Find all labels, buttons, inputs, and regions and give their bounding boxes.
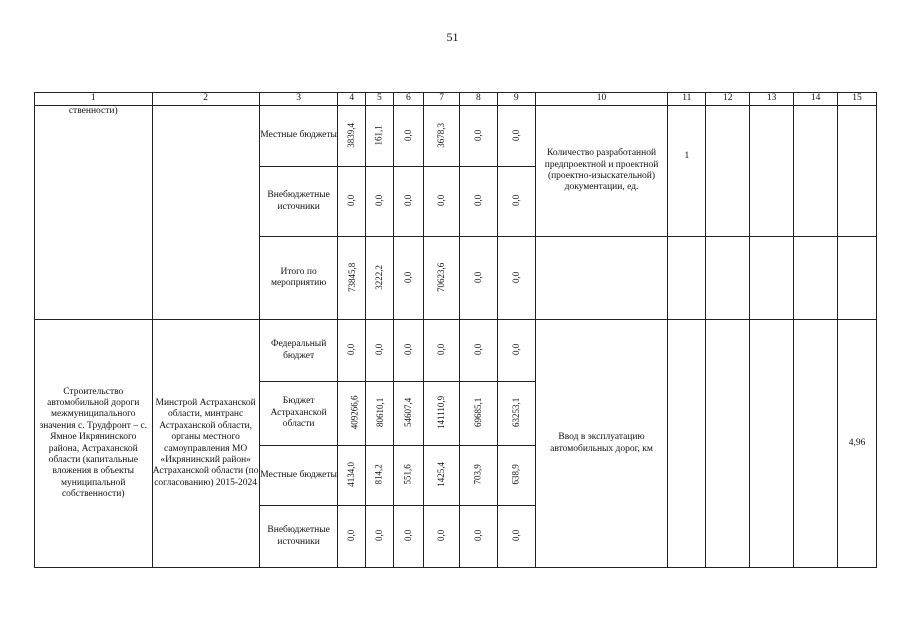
indicator-value: 4,96	[838, 320, 877, 568]
value-cell: 0,0	[393, 506, 424, 568]
value-cell: 1425,4	[424, 446, 460, 506]
column-header: 15	[838, 93, 877, 106]
value-cell: 409266,6	[338, 382, 366, 446]
value-cell: 0,0	[460, 506, 498, 568]
value-cell: 0,0	[460, 237, 498, 320]
value-cell: 0,0	[497, 106, 535, 167]
funding-source: Итого по мероприятию	[259, 237, 338, 320]
value-cell: 69685,1	[460, 382, 498, 446]
value-cell: 161,1	[366, 106, 394, 167]
funding-source: Бюджет Астраханской области	[259, 382, 338, 446]
program-table	[34, 92, 877, 568]
column-header: 4	[338, 93, 366, 106]
column-header: 1	[35, 93, 153, 106]
value-cell: 551,6	[393, 446, 424, 506]
column-numbers-row	[35, 93, 877, 106]
value-cell: 4134,0	[338, 446, 366, 506]
value-cell: 0,0	[366, 167, 394, 237]
value-cell: 0,0	[497, 506, 535, 568]
value-cell: 638,9	[497, 446, 535, 506]
value-cell: 0,0	[393, 320, 424, 382]
indicator-name: Ввод в эксплуатацию автомобильных дорог, км	[535, 320, 668, 568]
value-cell: 0,0	[424, 167, 460, 237]
value-cell: 703,9	[460, 446, 498, 506]
column-header: 14	[794, 93, 838, 106]
column-header: 2	[152, 93, 259, 106]
funding-source: Местные бюджеты	[259, 446, 338, 506]
value-cell: 70623,6	[424, 237, 460, 320]
column-header: 9	[497, 93, 535, 106]
indicator-name: Количество разработанной предпроектной и проектной (проектно-изыскательной) документации, ед.	[535, 106, 668, 237]
column-header: 11	[668, 93, 706, 106]
indicator-value: 1	[668, 106, 706, 237]
value-cell: 0,0	[497, 237, 535, 320]
page-number: 51	[446, 30, 459, 44]
value-cell: 0,0	[460, 320, 498, 382]
value-cell: 0,0	[338, 167, 366, 237]
value-cell: 3839,4	[338, 106, 366, 167]
table-row	[35, 320, 877, 382]
funding-source: Внебюджетные источники	[259, 506, 338, 568]
value-cell: 0,0	[497, 167, 535, 237]
value-cell: 0,0	[497, 320, 535, 382]
value-cell: 3222,2	[366, 237, 394, 320]
value-cell: 0,0	[338, 506, 366, 568]
column-header: 10	[535, 93, 668, 106]
measure-continuation: ственности)	[35, 106, 153, 320]
column-header: 6	[393, 93, 424, 106]
column-header: 5	[366, 93, 394, 106]
funding-source: Федеральный бюджет	[259, 320, 338, 382]
value-cell: 0,0	[424, 506, 460, 568]
value-cell: 80610,1	[366, 382, 394, 446]
value-cell: 0,0	[366, 506, 394, 568]
table-row	[35, 106, 877, 167]
funding-source: Внебюджетные источники	[259, 167, 338, 237]
value-cell: 3678,3	[424, 106, 460, 167]
value-cell: 73845,8	[338, 237, 366, 320]
column-header: 8	[460, 93, 498, 106]
value-cell: 0,0	[393, 237, 424, 320]
column-header: 7	[424, 93, 460, 106]
measure-name: Строительство автомобильной дороги межмуниципального значения с. Трудфронт – с. Ямное Икрянинского района, Астраханской области (капитальные вложения в объекты муниципальной собственности)	[35, 320, 153, 568]
value-cell: 0,0	[460, 167, 498, 237]
funding-source: Местные бюджеты	[259, 106, 338, 167]
executor: Минстрой Астраханской области, минтранс Астраханской области, органы местного самоуправления МО «Икрянинский район» Астраханской области (по согласованию) 2015-2024	[152, 320, 259, 568]
column-header: 12	[706, 93, 750, 106]
value-cell: 0,0	[393, 106, 424, 167]
value-cell: 0,0	[424, 320, 460, 382]
value-cell: 814,2	[366, 446, 394, 506]
value-cell: 141110,9	[424, 382, 460, 446]
value-cell: 63253,1	[497, 382, 535, 446]
column-header: 3	[259, 93, 338, 106]
value-cell: 0,0	[366, 320, 394, 382]
value-cell: 0,0	[460, 106, 498, 167]
column-header: 13	[750, 93, 794, 106]
value-cell: 54607,4	[393, 382, 424, 446]
executor-cell-empty	[152, 106, 259, 320]
value-cell: 0,0	[338, 320, 366, 382]
value-cell: 0,0	[393, 167, 424, 237]
